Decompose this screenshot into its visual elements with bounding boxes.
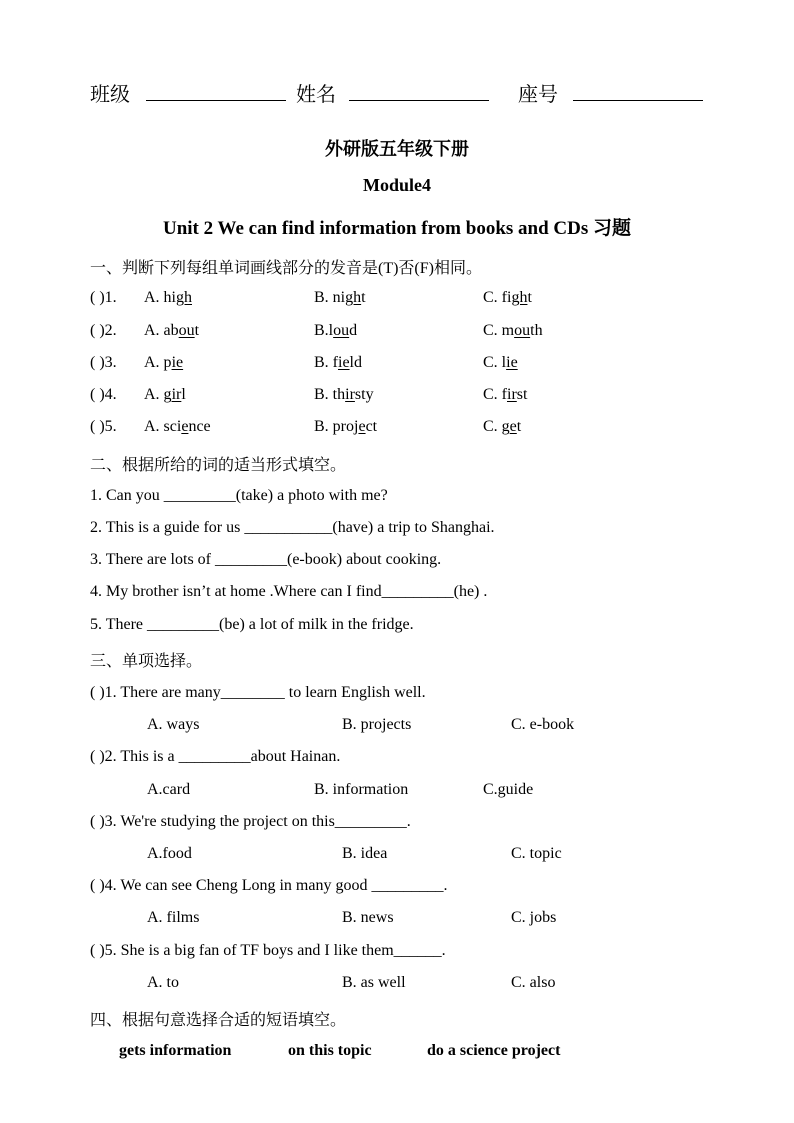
word-part: t	[361, 289, 366, 306]
name-label: 姓名	[296, 84, 336, 106]
pron-item-5-number: ( )5.	[90, 418, 117, 435]
mc-option-4b: B. news	[342, 909, 394, 926]
seat-blank[interactable]	[573, 100, 703, 101]
pron-item-3-option-a	[144, 354, 183, 372]
mc-question-3: ( )3. We're studying the project on this_________.	[90, 813, 411, 830]
pron-item-5-option-b	[314, 418, 377, 436]
word-part: A. p	[144, 354, 172, 371]
word-part: d	[349, 322, 358, 339]
word-part: A. g	[144, 386, 172, 403]
mc-option-5c: C. also	[511, 974, 556, 991]
seat-field	[518, 78, 558, 107]
mc-option-5a: A. to	[147, 974, 179, 991]
mc-option-2a: A.card	[147, 781, 191, 798]
word-part: C. g	[483, 418, 510, 435]
fill-item-2: 2. This is a guide for us ___________(have) a trip to Shanghai.	[90, 519, 495, 536]
mc-option-3b: B. idea	[342, 845, 388, 862]
word-part: l	[181, 386, 186, 403]
word-part: A. ab	[144, 322, 179, 339]
underlined-sound: gh	[176, 289, 192, 306]
word-part: B.l	[314, 322, 334, 339]
pron-item-3-option-c	[483, 354, 518, 372]
underlined-sound: ou	[514, 322, 531, 339]
word-part: sty	[354, 386, 374, 403]
seat-label: 座号	[518, 84, 558, 106]
underlined-sound: ir	[171, 386, 182, 403]
pron-item-3-option-b	[314, 354, 362, 372]
phrase-1: gets information	[119, 1042, 232, 1059]
mc-option-4a: A. films	[147, 909, 200, 926]
word-part: C. fi	[483, 289, 512, 306]
pron-item-5-option-c	[483, 418, 521, 436]
word-part: B. ni	[314, 289, 346, 306]
underlined-sound: e	[181, 418, 189, 435]
mc-option-3a: A.food	[147, 845, 192, 862]
underlined-sound: ir	[345, 386, 355, 403]
mc-question-5: ( )5. She is a big fan of TF boys and I like them______.	[90, 942, 446, 959]
pron-item-1-option-c	[483, 289, 532, 307]
word-part: ld	[349, 354, 362, 371]
word-part: nce	[188, 418, 211, 435]
mc-option-4c: C. jobs	[511, 909, 557, 926]
class-blank[interactable]	[146, 100, 286, 101]
underlined-sound: ie	[171, 354, 184, 371]
mc-option-1a: A. ways	[147, 716, 200, 733]
underlined-sound: gh	[345, 289, 362, 306]
mc-question-1: ( )1. There are many________ to learn English well.	[90, 684, 426, 701]
class-field	[90, 78, 130, 107]
module-title: Module4	[362, 175, 431, 195]
name-field	[296, 78, 336, 107]
pron-item-4-number: ( )4.	[90, 386, 117, 403]
mc-option-2b: B. information	[314, 781, 409, 798]
pron-item-4-option-a	[144, 386, 186, 404]
underlined-sound: gh	[511, 289, 528, 306]
fill-item-4: 4. My brother isn’t at home .Where can I find_________(he) .	[90, 583, 488, 600]
pron-item-4-option-c	[483, 386, 527, 404]
pron-item-1-option-b	[314, 289, 366, 307]
section4-heading: 四、根据句意选择合适的短语填空。	[90, 1012, 347, 1029]
word-part: t	[516, 418, 522, 435]
mc-question-4: ( )4. We can see Cheng Long in many good _________.	[90, 877, 448, 894]
book-title: 外研版五年级下册	[325, 139, 469, 159]
section2-heading: 二、根据所给的词的适当形式填空。	[90, 457, 347, 474]
word-part: C. m	[483, 322, 515, 339]
word-part: ct	[365, 418, 378, 435]
unit-title: Unit 2 We can find information from books and CDs 习题	[162, 218, 632, 239]
fill-item-3: 3. There are lots of _________(e-book) about cooking.	[90, 551, 442, 568]
pron-item-2-option-a	[144, 322, 199, 340]
pron-item-2-option-c	[483, 322, 543, 340]
word-part: C. f	[483, 386, 507, 403]
class-label: 班级	[90, 84, 130, 106]
fill-item-5: 5. There _________(be) a lot of milk in the fridge.	[90, 616, 414, 633]
word-part: A. sci	[144, 418, 182, 435]
word-part: t	[194, 322, 200, 339]
word-part: A. hi	[144, 289, 176, 306]
word-part: th	[530, 322, 543, 339]
fill-item-1: 1. Can you _________(take) a photo with me?	[90, 487, 388, 504]
word-part: st	[516, 386, 528, 403]
underlined-sound: ie	[338, 354, 350, 371]
word-part: t	[527, 289, 532, 306]
word-part: B. proj	[314, 418, 359, 435]
pron-item-1-number: ( )1.	[90, 289, 117, 306]
pron-item-2-number: ( )2.	[90, 322, 117, 339]
underlined-sound: ie	[506, 354, 518, 371]
mc-option-5b: B. as well	[342, 974, 406, 991]
mc-option-1c: C. e-book	[511, 716, 575, 733]
underlined-sound: ou	[178, 322, 195, 339]
pron-item-3-number: ( )3.	[90, 354, 117, 371]
underlined-sound: e	[358, 418, 366, 435]
pron-item-1-option-a	[144, 289, 192, 307]
mc-option-2c: C.guide	[483, 781, 534, 798]
phrase-3: do a science project	[427, 1042, 561, 1059]
mc-option-1b: B. projects	[342, 716, 412, 733]
underlined-sound: ou	[333, 322, 350, 339]
name-blank[interactable]	[349, 100, 489, 101]
mc-option-3c: C. topic	[511, 845, 562, 862]
underlined-sound: e	[509, 418, 517, 435]
phrase-2: on this topic	[288, 1042, 372, 1059]
underlined-sound: ir	[507, 386, 517, 403]
pron-item-4-option-b	[314, 386, 374, 404]
pron-item-5-option-a	[144, 418, 211, 436]
pron-item-2-option-b	[314, 322, 357, 340]
section1-heading: 一、判断下列每组单词画线部分的发音是(T)否(F)相同。	[90, 260, 482, 277]
word-part: C. l	[483, 354, 507, 371]
word-part: B. th	[314, 386, 346, 403]
section3-heading: 三、单项选择。	[90, 653, 203, 670]
word-part: B. f	[314, 354, 338, 371]
mc-question-2: ( )2. This is a _________about Hainan.	[90, 748, 341, 765]
